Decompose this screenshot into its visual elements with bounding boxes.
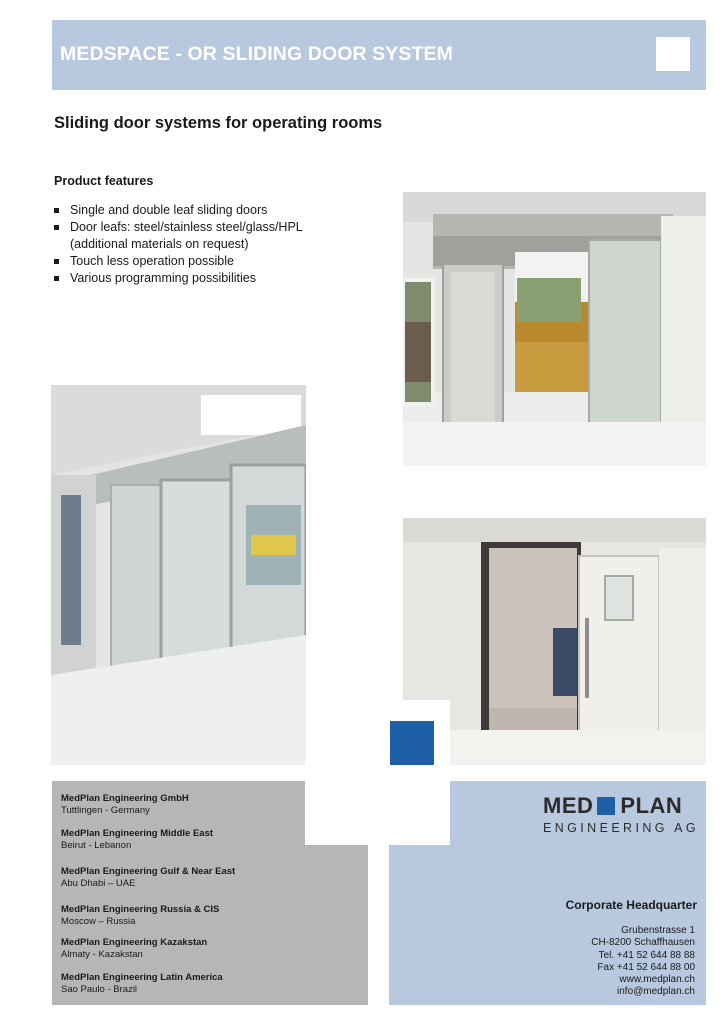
office-name: MedPlan Engineering Middle East — [61, 828, 214, 839]
office-location: Abu Dhabi – UAE — [61, 877, 136, 889]
logo-word-right: PLAN — [620, 793, 683, 818]
office-location: Sao Paulo - Brazil — [61, 983, 138, 995]
feature-item: Door leafs: steel/stainless steel/glass/HPL — [54, 219, 374, 236]
office-name: MedPlan Engineering Gulf & Near East — [61, 866, 236, 877]
office-location: Moscow – Russia — [61, 915, 136, 927]
feature-item: Single and double leaf sliding doors — [54, 202, 374, 219]
accent-square — [390, 721, 434, 765]
page-title: MEDSPACE - OR SLIDING DOOR SYSTEM — [60, 43, 453, 65]
logo-square-icon — [597, 797, 615, 815]
hq-phone: Tel. +41 52 644 88 88 — [598, 949, 695, 961]
page-subtitle: Sliding door systems for operating rooms — [54, 114, 383, 132]
header-decor-square — [656, 37, 690, 71]
office-location: Beirut - Lebanon — [61, 839, 132, 851]
features-heading: Product features — [54, 174, 154, 188]
office-entry — [61, 937, 207, 960]
office-name: MedPlan Engineering Kazakstan — [61, 937, 208, 948]
office-location: Almaty - Kazakstan — [61, 948, 143, 960]
hq-city: CH-8200 Schaffhausen — [591, 937, 695, 949]
office-name: MedPlan Engineering Russia & CIS — [61, 904, 220, 915]
company-logo — [543, 793, 699, 835]
office-entry — [61, 904, 219, 927]
feature-item: Touch less operation possible — [54, 253, 374, 270]
office-entry — [61, 793, 189, 816]
office-location: Tuttlingen - Germany — [61, 804, 150, 816]
feature-list — [54, 202, 374, 287]
office-entry — [61, 828, 213, 851]
headquarter-address — [591, 925, 695, 999]
office-entry — [61, 866, 235, 889]
feature-item: Various programming possibilities — [54, 270, 374, 287]
photo-sliding-door-glass — [403, 192, 706, 466]
office-entry — [61, 972, 223, 995]
hq-website-link[interactable]: www.medplan.ch — [619, 974, 695, 986]
hq-email-link[interactable]: info@medplan.ch — [617, 986, 695, 998]
hq-street: Grubenstrasse 1 — [621, 925, 695, 936]
hq-fax: Fax +41 52 644 88 00 — [597, 961, 695, 973]
logo-subtitle: ENGINEERING AG — [543, 821, 699, 835]
photo-corridor-doors — [51, 385, 306, 765]
headquarter-title: Corporate Headquarter — [565, 898, 697, 912]
office-name: MedPlan Engineering Latin America — [61, 972, 223, 983]
office-name: MedPlan Engineering GmbH — [61, 793, 189, 804]
logo-word-left: MED — [543, 793, 594, 818]
feature-item-continuation: (additional materials on request) — [70, 237, 249, 251]
